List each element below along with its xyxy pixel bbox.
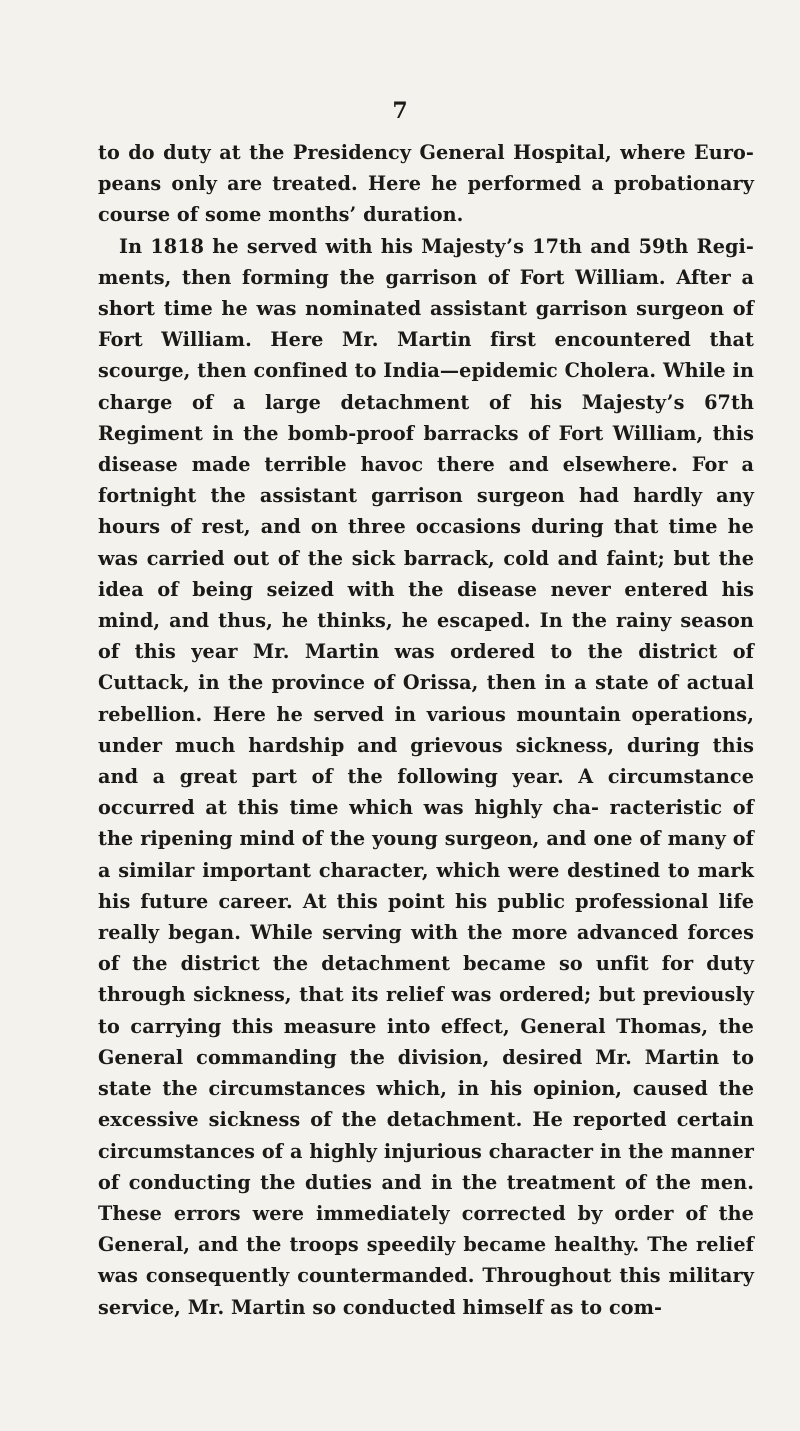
paragraph-1: to do duty at the Presidency General Hospital, where Euro- peans only are treated. Here he performed a probationary course of some months’ duration.: [98, 141, 754, 227]
body-text: [98, 137, 754, 1323]
paragraph-2: In 1818 he served with his Majesty’s 17th and 59th Regi- ments, then forming the garrison of Fort William. After a short time he was nominated assistant garrison surgeon of Fort William. Here Mr. Martin first encountered that scourge, then confined to India—epidemic Cholera. While in charge of a large detachment of his Majesty’s 67th Regiment in the bomb-proof barracks of Fort William, this disease made terrible havoc there and elsewhere. For a fortnight the assistant garrison surgeon had hardly any hours of rest, and on three occasions during that time he was carried out of the sick barrack, cold and faint; but the idea of being seized with the disease never entered his mind, and thus, he thinks, he escaped. In the rainy season of this year Mr. Martin was ordered to the district of Cuttack, in the province of Orissa, then in a state of actual rebellion. Here he served in various mountain operations, under much hardship and grievous sickness, during this and a great part of the following year. A circumstance occurred at this time which was highly cha- racteristic of the ripening mind of the young surgeon, and one of many of a similar important character, which were destined to mark his future career. At this point his public professional life really began. While serving with the more advanced forces of the district the detachment became so unfit for duty through sickness, that its relief was ordered; but previously to carrying this measure into effect, General Thomas, the General commanding the division, desired Mr. Martin to state the circumstances which, in his opinion, caused the excessive sickness of the detachment. He reported certain circumstances of a highly injurious character in the manner of conducting the duties and in the treatment of the men. These errors were immediately corrected by order of the General, and the troops speedily became healthy. The relief was consequently countermanded. Throughout this military service, Mr. Martin so conducted himself as to com-: [98, 234, 754, 1319]
page-number: 7: [392, 98, 408, 124]
